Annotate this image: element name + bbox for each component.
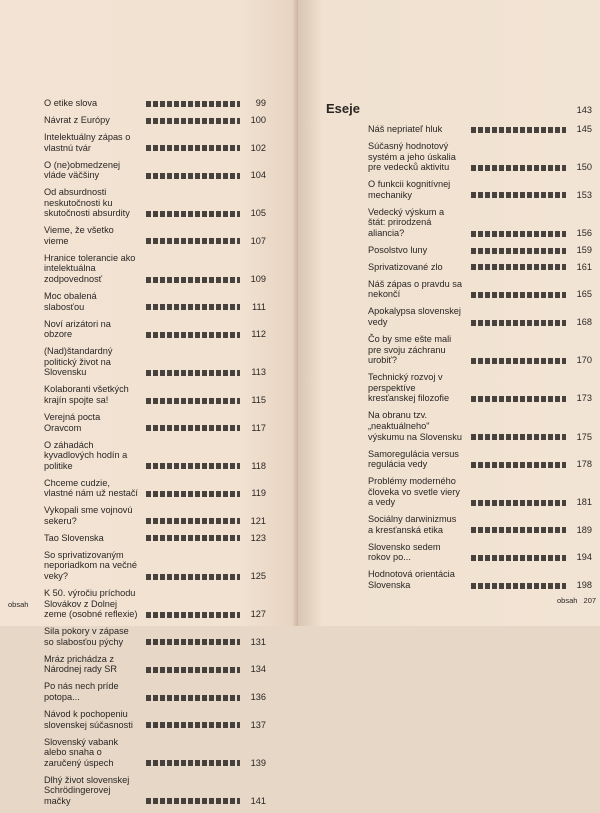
toc-entry-page: 141 xyxy=(250,795,266,806)
toc-leader xyxy=(471,165,566,171)
toc-entry-title: K 50. výročiu príchodu Slovákov z Dolnej zeme (osobné reflexie) xyxy=(44,588,138,620)
toc-entry xyxy=(44,319,266,340)
toc-entry-title: Tao Slovenska xyxy=(44,532,104,543)
toc-leader xyxy=(471,555,566,561)
toc-entry-title: Moc obalená slabosťou xyxy=(44,291,97,312)
toc-entry-title: Intelektuálny zápas o vlastnú tvár xyxy=(44,131,131,153)
toc-leader xyxy=(146,667,240,673)
toc-entry xyxy=(44,187,266,219)
toc-leader xyxy=(146,398,240,404)
toc-entry-page: 137 xyxy=(250,719,266,730)
toc-entry xyxy=(44,550,266,582)
toc-entry-page: 111 xyxy=(252,301,266,312)
toc-leader xyxy=(146,211,240,217)
toc-entry-page: 165 xyxy=(576,289,592,300)
toc-entry xyxy=(368,449,592,470)
toc-entry-page: 136 xyxy=(250,691,266,702)
footer-right xyxy=(553,596,596,605)
toc-leader xyxy=(471,527,566,533)
toc-leader xyxy=(146,695,240,701)
toc-entry-page: 159 xyxy=(576,244,592,255)
footer-right-label: obsah xyxy=(557,596,578,605)
toc-entry-page: 125 xyxy=(250,571,266,582)
toc-entry xyxy=(368,245,592,256)
toc-entry-page: 112 xyxy=(251,329,266,340)
toc-entry-title: Slovenský vabank alebo snaha o zaručený úspech xyxy=(44,736,119,768)
toc-entry-page: 175 xyxy=(576,431,592,442)
toc-entry-title: Verejná pocta Oravcom xyxy=(44,411,101,433)
toc-entry-page: 198 xyxy=(576,580,592,591)
toc-entry xyxy=(44,253,266,285)
toc-leader xyxy=(471,231,566,237)
toc-leader xyxy=(146,639,240,645)
toc-entry-page: 139 xyxy=(250,757,266,768)
toc-entry-title: Na obranu tzv. „neaktuálneho" výskumu na Slovensku xyxy=(368,410,462,442)
toc-entry-title: Hodnotová orientácia Slovenska xyxy=(368,569,455,591)
toc-entry xyxy=(44,132,266,153)
toc-entry-title: So sprivatizovaným neporiadkom na večné veky? xyxy=(44,549,137,582)
toc-entry xyxy=(368,334,592,366)
toc-entry-title: Kolaboranti všetkých krajín spojte sa! xyxy=(44,384,129,405)
toc-entry xyxy=(368,514,592,535)
toc-leader xyxy=(146,612,240,618)
toc-entry-title: Posolstvo luny xyxy=(368,244,428,255)
toc-entry-page: 115 xyxy=(251,394,266,405)
toc-entry-title: Sila pokory v zápase so slabosťou pýchy xyxy=(44,626,129,647)
toc-leader xyxy=(471,500,566,506)
toc-entry xyxy=(44,478,266,499)
toc-entry-title: Po nás nech príde potopa... xyxy=(44,681,119,702)
toc-entry-page: 153 xyxy=(576,189,592,200)
right-toc xyxy=(368,124,592,597)
toc-leader xyxy=(146,798,240,804)
toc-leader xyxy=(146,173,240,179)
toc-entry-page: 173 xyxy=(576,393,592,404)
toc-entry-title: Čo by sme ešte mali pre svoju záchranu urobiť? xyxy=(368,334,452,366)
toc-entry-title: Sociálny darwinizmus a kresťanská etika xyxy=(368,514,457,535)
toc-entry xyxy=(368,410,592,442)
toc-entry-page: 150 xyxy=(576,162,592,173)
toc-entry-title: Návrat z Európy xyxy=(44,114,110,125)
toc-entry-title: Náš nepriateľ hluk xyxy=(368,124,443,134)
toc-leader xyxy=(146,491,240,497)
toc-leader xyxy=(471,462,566,468)
footer-right-page: 207 xyxy=(583,596,597,605)
toc-entry xyxy=(44,775,266,807)
toc-entry xyxy=(368,476,592,508)
toc-entry-page: 123 xyxy=(250,532,266,543)
toc-leader xyxy=(146,101,240,107)
toc-entry xyxy=(368,124,592,135)
toc-entry-page: 156 xyxy=(576,227,592,238)
toc-entry-page: 145 xyxy=(576,124,592,134)
toc-leader xyxy=(471,248,566,254)
toc-entry xyxy=(44,588,266,620)
toc-entry-title: Problémy moderného človeka vo svetle viery a vedy xyxy=(368,476,460,508)
toc-entry xyxy=(44,654,266,675)
toc-entry xyxy=(44,291,266,312)
toc-entry-title: Vykopali sme vojnovú sekeru? xyxy=(44,505,133,526)
toc-entry-title: Slovensko sedem rokov po... xyxy=(368,541,441,563)
toc-entry-page: 113 xyxy=(251,367,266,378)
left-toc xyxy=(44,98,266,813)
toc-entry-page: 107 xyxy=(250,235,266,246)
toc-entry xyxy=(44,737,266,769)
section-heading xyxy=(326,101,592,116)
toc-entry-title: Mráz prichádza z Národnej rady SR xyxy=(44,653,118,675)
toc-entry-page: 118 xyxy=(251,460,266,471)
toc-leader xyxy=(146,722,240,728)
toc-entry-page: 189 xyxy=(576,524,592,535)
toc-entry-page: 102 xyxy=(250,142,266,153)
toc-entry-page: 131 xyxy=(250,636,266,647)
toc-entry-page: 134 xyxy=(250,664,266,675)
toc-entry xyxy=(44,225,266,246)
toc-entry xyxy=(368,542,592,563)
toc-entry xyxy=(44,681,266,702)
toc-entry xyxy=(44,115,266,126)
toc-entry xyxy=(44,533,266,544)
toc-entry-page: 121 xyxy=(250,515,266,526)
toc-leader xyxy=(146,238,240,244)
toc-entry xyxy=(44,505,266,526)
toc-entry-page: 117 xyxy=(251,422,266,433)
toc-entry-title: Súčasný hodnotový systém a jeho úskalia pre vedecků aktivitu xyxy=(368,140,456,173)
toc-entry-page: 161 xyxy=(576,261,592,272)
toc-entry-title: Od absurdnosti neskutočnosti ku skutočnosti absurdity xyxy=(44,187,130,219)
toc-leader xyxy=(471,292,566,298)
toc-entry-page: 194 xyxy=(576,552,592,563)
toc-entry-title: Náš zápas o pravdu sa nekončí xyxy=(368,278,462,300)
toc-entry xyxy=(368,279,592,300)
toc-leader xyxy=(471,434,566,440)
toc-entry xyxy=(44,98,266,109)
section-title: Eseje xyxy=(326,101,360,116)
toc-entry-title: Vedecký výskum a štát: prirodzená aliancia? xyxy=(368,206,445,238)
toc-entry-title: Samoregulácia versus regulácia vedy xyxy=(368,448,459,470)
toc-leader xyxy=(146,535,240,541)
toc-entry-title: (Nad)štandardný politický život na Slovensku xyxy=(44,346,113,378)
toc-leader xyxy=(146,118,240,124)
toc-entry-title: Návod k pochopeniu slovenskej súčasnosti xyxy=(44,708,133,730)
toc-leader xyxy=(146,760,240,766)
toc-entry-title: Noví arizátori na obzore xyxy=(44,318,111,340)
toc-entry-title: O (ne)obmedzenej vláde väčšiny xyxy=(44,159,121,181)
toc-entry xyxy=(368,569,592,590)
toc-entry-page: 105 xyxy=(250,208,266,219)
toc-entry xyxy=(368,372,592,404)
toc-leader xyxy=(146,518,240,524)
toc-entry-page: 99 xyxy=(255,98,266,108)
toc-leader xyxy=(146,304,240,310)
toc-leader xyxy=(146,425,240,431)
toc-leader xyxy=(146,370,240,376)
toc-entry-page: 100 xyxy=(250,114,266,125)
section-page: 143 xyxy=(576,105,592,115)
toc-leader xyxy=(471,192,566,198)
toc-leader xyxy=(146,463,240,469)
toc-entry xyxy=(44,160,266,181)
toc-entry xyxy=(44,626,266,647)
toc-leader xyxy=(471,320,566,326)
toc-entry xyxy=(368,141,592,173)
toc-leader xyxy=(471,396,566,402)
toc-entry-page: 119 xyxy=(251,488,266,499)
toc-leader xyxy=(146,145,240,151)
toc-entry xyxy=(44,440,266,472)
toc-entry-page: 104 xyxy=(250,170,266,181)
toc-leader xyxy=(471,264,566,270)
toc-entry-title: Hranice tolerancie ako intelektuálna zodpovednosť xyxy=(44,252,136,285)
toc-leader xyxy=(146,332,240,338)
footer-left: obsah xyxy=(8,600,29,609)
left-page xyxy=(0,0,298,806)
toc-entry xyxy=(368,262,592,273)
toc-entry xyxy=(44,346,266,378)
toc-leader xyxy=(471,583,566,589)
toc-entry-title: O funkcii kognitívnej mechaniky xyxy=(368,179,451,200)
toc-entry-title: Dlhý život slovenskej Schrödingerovej mačky xyxy=(44,774,130,806)
toc-entry-page: 127 xyxy=(250,609,266,620)
toc-leader xyxy=(146,277,240,283)
toc-entry-title: O záhadách kyvadlových hodín a politike xyxy=(44,439,128,471)
toc-leader xyxy=(471,358,566,364)
toc-entry xyxy=(44,384,266,405)
toc-entry-title: Technický rozvoj v perspektíve kresťanskej filozofie xyxy=(368,372,450,404)
toc-entry-title: Sprivatizované zlo xyxy=(368,261,443,272)
toc-entry xyxy=(44,709,266,730)
toc-entry-page: 178 xyxy=(576,459,592,470)
toc-leader xyxy=(146,574,240,580)
toc-entry xyxy=(44,412,266,433)
toc-entry-title: Apokalypsa slovenskej vedy xyxy=(368,306,461,328)
toc-entry xyxy=(368,306,592,327)
toc-entry xyxy=(368,179,592,200)
toc-entry-page: 168 xyxy=(576,317,592,328)
toc-entry-title: Chceme cudzie, vlastné nám už nestačí xyxy=(44,477,138,499)
toc-entry-page: 181 xyxy=(576,497,592,508)
toc-leader xyxy=(471,127,566,133)
toc-entry-page: 170 xyxy=(576,355,592,366)
toc-entry xyxy=(368,207,592,239)
toc-entry-title: Vieme, že všetko vieme xyxy=(44,225,114,246)
toc-entry-title: O etike slova xyxy=(44,98,98,108)
toc-entry-page: 109 xyxy=(250,274,266,285)
